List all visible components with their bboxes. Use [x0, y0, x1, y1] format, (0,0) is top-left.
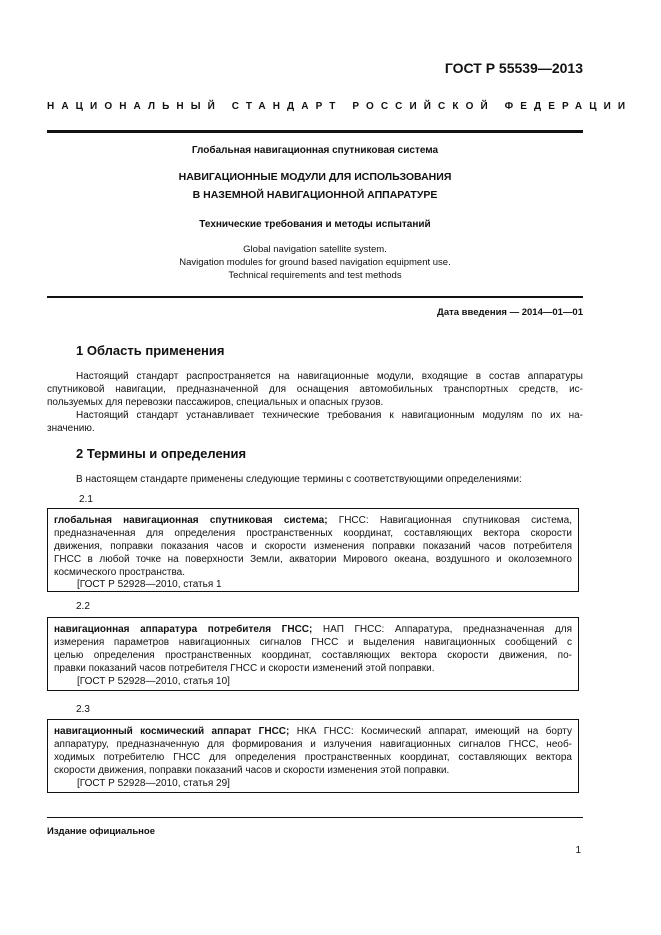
term-name: глобальная навигационная спутниковая система; [54, 515, 328, 526]
term-definition-line: ГНСС в любой точке на поверхности Земли, акватории Мирового океана, воздушного и околоземного [54, 554, 572, 565]
term-definition-box [47, 719, 579, 793]
term-definition-line: космического пространства. [54, 567, 185, 578]
term-definition-line: предназначенная для определения пространственных координат, составляющих вектора скорости [54, 528, 572, 539]
title-subtitle: Технические требования и методы испытаний [199, 219, 431, 230]
term-definition-line: глобальная навигационная спутниковая система; ГНСС: Навигационная спутниковая система, [54, 515, 572, 526]
title-english-line3: Technical requirements and test methods [228, 270, 402, 281]
term-definition-line: правки показаний часов потребителя ГНСС и скорости изменений этой поправки. [54, 663, 435, 674]
term-definition-line: навигационная аппаратура потребителя ГНСС; НАП ГНСС: Аппаратура, предназначенная для [54, 624, 572, 635]
term-definition-box [47, 508, 579, 592]
term-definition-line: целью определения пространственных координат, составляющих вектора скорости движения, по- [54, 650, 572, 661]
section2-heading: 2 Термины и определения [76, 446, 247, 461]
term-source: [ГОСТ Р 52928—2010, статья 29] [77, 778, 230, 789]
title-english-line1: Global navigation satellite system. [243, 244, 387, 255]
header-rule [47, 130, 583, 133]
term-number: 2.3 [76, 704, 90, 715]
term-number: 2.1 [79, 494, 93, 505]
section1-line: спутниковой навигации, предназначенной для оснащения автомобильных транспортных средств, ис- [47, 384, 583, 395]
term-definition-line: движения, поправки показания часов и скорости изменения поправки показаний часов потребителя [54, 541, 572, 552]
term-definition-line: измерения параметров навигационных сигналов ГНСС и выделения навигационных сообщений с [54, 637, 572, 648]
term-definition-box [47, 617, 579, 691]
section1-heading: 1 Область применения [76, 343, 225, 358]
term-source: [ГОСТ Р 52928—2010, статья 10] [77, 676, 230, 687]
introduction-date: Дата введения — 2014—01—01 [437, 307, 583, 318]
section2-intro: В настоящем стандарте применены следующие термины с соответствующими определениями: [76, 474, 522, 485]
title-system: Глобальная навигационная спутниковая система [191, 145, 439, 156]
term-name: навигационная аппаратура потребителя ГНСС; [54, 624, 313, 635]
official-edition-label: Издание официальное [47, 826, 155, 837]
section1-line: Настоящий стандарт распространяется на навигационные модули, входящие в состав аппаратуры [76, 371, 583, 382]
term-definition-line: навигационный космический аппарат ГНСС; НКА ГНСС: Космический аппарат, имеющий на борту [54, 726, 572, 737]
section1-line: значению. [47, 423, 95, 434]
title-main-line1: НАВИГАЦИОННЫЕ МОДУЛИ ДЛЯ ИСПОЛЬЗОВАНИЯ [178, 171, 452, 183]
term-definition-line: аппаратуру, предназначенную для формирования и излучения навигационных сигналов ГНСС, необ- [54, 739, 572, 750]
term-definition-line: скорости движения, поправки показаний часов и скорости изменения этой поправки. [54, 765, 450, 776]
title-english-line2: Navigation modules for ground based navigation equipment use. [179, 257, 451, 268]
section1-line: пользуемых для перевозки пассажиров, специальных и опасных грузов. [47, 397, 384, 408]
title-main-line2: В НАЗЕМНОЙ НАВИГАЦИОННОЙ АППАРАТУРЕ [192, 189, 438, 201]
term-number: 2.2 [76, 601, 90, 612]
national-standard-banner: НАЦИОНАЛЬНЫЙ СТАНДАРТ РОССИЙСКОЙ ФЕДЕРАЦИИ [47, 101, 633, 112]
footer-rule [47, 817, 583, 818]
section1-line: Настоящий стандарт устанавливает технические требования к навигационным модулям по их на- [76, 410, 583, 421]
page-number: 1 [575, 845, 581, 856]
term-definition-line: ходимых потребителю ГНСС для определения пространственных координат, составляющих вектора [54, 752, 572, 763]
document-code: ГОСТ Р 55539—2013 [444, 60, 583, 76]
title-rule [47, 296, 583, 298]
term-name: навигационный космический аппарат ГНСС; [54, 726, 290, 737]
term-source: [ГОСТ Р 52928—2010, статья 1 [77, 579, 222, 590]
